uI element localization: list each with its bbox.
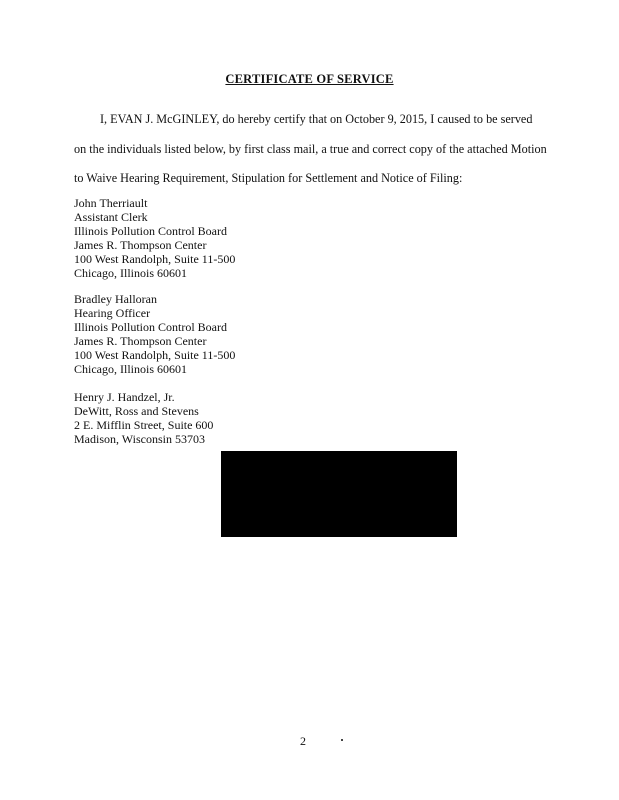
recipient-firm: DeWitt, Ross and Stevens <box>74 404 199 418</box>
recipient-name: Henry J. Handzel, Jr. <box>74 390 175 404</box>
recipient-address-block <box>74 292 235 376</box>
recipient-city: Chicago, Illinois 60601 <box>74 362 187 376</box>
certification-line-1: I, EVAN J. McGINLEY, do hereby certify that on October 9, 2015, I caused to be served <box>100 112 533 126</box>
signature-redaction-box <box>221 451 457 537</box>
recipient-building: James R. Thompson Center <box>74 238 207 252</box>
certification-line-2: on the individuals listed below, by first class mail, a true and correct copy of the attached Motion <box>74 142 547 156</box>
recipient-name: John Therriault <box>74 196 148 210</box>
recipient-street: 100 West Randolph, Suite 11-500 <box>74 252 236 266</box>
recipient-city: Chicago, Illinois 60601 <box>74 266 187 280</box>
recipient-building: James R. Thompson Center <box>74 334 207 348</box>
recipient-address-block <box>74 196 235 280</box>
recipient-street: 2 E. Mifflin Street, Suite 600 <box>74 418 214 432</box>
scan-artifact-dot <box>341 739 343 741</box>
recipient-address-block <box>74 390 213 446</box>
page-number: 2 <box>300 734 306 748</box>
recipient-title: Hearing Officer <box>74 306 151 320</box>
recipient-city: Madison, Wisconsin 53703 <box>74 432 205 446</box>
recipient-name: Bradley Halloran <box>74 292 157 306</box>
recipient-organization: Illinois Pollution Control Board <box>74 224 228 238</box>
recipient-title: Assistant Clerk <box>74 210 148 224</box>
certificate-title: CERTIFICATE OF SERVICE <box>225 72 394 86</box>
recipient-street: 100 West Randolph, Suite 11-500 <box>74 348 236 362</box>
recipient-organization: Illinois Pollution Control Board <box>74 320 228 334</box>
certification-line-3: to Waive Hearing Requirement, Stipulation for Settlement and Notice of Filing: <box>74 171 463 185</box>
